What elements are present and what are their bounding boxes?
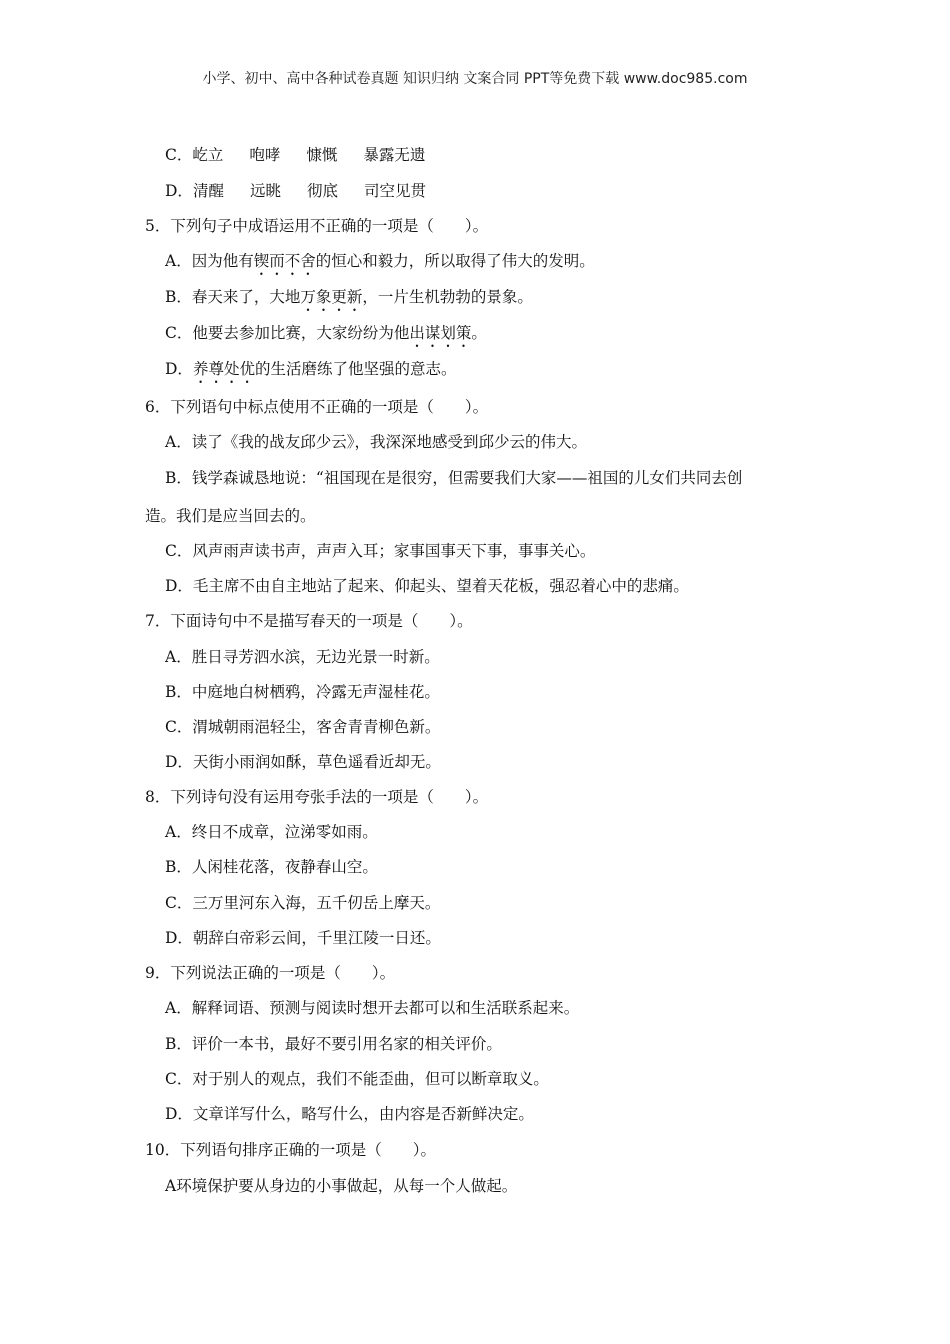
q8-stem: 8．下列诗句没有运用夸张手法的一项是（ ）。 bbox=[145, 788, 489, 806]
q6-option-b-continued: 造。我们是应当回去的。 bbox=[145, 507, 316, 525]
emphasized-idiom: 锲而不舍 bbox=[253, 252, 316, 270]
q9-option-b[interactable]: B．评价一本书，最好不要引用名家的相关评价。 bbox=[165, 1035, 502, 1053]
q5-option-d[interactable] bbox=[165, 359, 456, 387]
q4-option-d[interactable] bbox=[165, 181, 452, 201]
q10-stem: 10．下列语句排序正确的一项是（ ）。 bbox=[145, 1141, 436, 1159]
q9-option-d[interactable]: D．文章详写什么，略写什么，由内容是否新鲜决定。 bbox=[165, 1105, 534, 1123]
word: 暴露无遗 bbox=[363, 146, 426, 164]
word: 司空见贯 bbox=[363, 182, 426, 200]
q8-option-d[interactable]: D．朝辞白帝彩云间，千里江陵一日还。 bbox=[165, 929, 441, 947]
option-text: 的生活磨练了他坚强的意志。 bbox=[254, 360, 457, 378]
q7-option-b[interactable]: B．中庭地白树栖鸦，冷露无声湿桂花。 bbox=[165, 683, 440, 701]
q8-option-c[interactable]: C．三万里河东入海，五千仞岳上摩天。 bbox=[165, 894, 441, 912]
emphasized-idiom: 出谋划策 bbox=[409, 324, 472, 342]
option-text: C．他要去参加比赛，大家纷纷为他 bbox=[165, 324, 410, 342]
option-label: D． bbox=[165, 182, 193, 200]
q6-option-b[interactable]: B．钱学森诚恳地说：“祖国现在是很穷，但需要我们大家——祖国的儿女们共同去创 bbox=[165, 469, 743, 487]
q10-sentence-a: A环境保护要从身边的小事做起，从每一个人做起。 bbox=[165, 1177, 518, 1195]
q5-option-b[interactable] bbox=[165, 287, 533, 315]
q9-stem: 9．下列说法正确的一项是（ ）。 bbox=[145, 964, 396, 982]
q9-option-c[interactable]: C．对于别人的观点，我们不能歪曲，但可以断章取义。 bbox=[165, 1070, 549, 1088]
word: 咆哮 bbox=[249, 146, 281, 164]
word: 彻底 bbox=[306, 182, 338, 200]
word: 慷慨 bbox=[306, 146, 338, 164]
word: 远眺 bbox=[249, 182, 281, 200]
q4-option-c[interactable] bbox=[165, 145, 451, 165]
q8-option-b[interactable]: B．人闲桂花落，夜静春山空。 bbox=[165, 858, 378, 876]
option-text: 。 bbox=[471, 324, 487, 342]
q6-option-d[interactable]: D．毛主席不由自主地站了起来、仰起头、望着天花板，强忍着心中的悲痛。 bbox=[165, 577, 689, 595]
q6-stem: 6．下列语句中标点使用不正确的一项是（ ）。 bbox=[145, 398, 489, 416]
q9-option-a[interactable]: A．解释词语、预测与阅读时想开去都可以和生活联系起来。 bbox=[165, 999, 580, 1017]
option-text: 的恒心和毅力，所以取得了伟大的发明。 bbox=[315, 252, 595, 270]
word: 清醒 bbox=[192, 182, 224, 200]
option-text: B．春天来了，大地 bbox=[165, 288, 301, 306]
q6-option-c[interactable]: C．风声雨声读书声，声声入耳；家事国事天下事，事事关心。 bbox=[165, 542, 596, 560]
q8-option-a[interactable]: A．终日不成章，泣涕零如雨。 bbox=[165, 823, 378, 841]
q6-option-a[interactable]: A．读了《我的战友邱少云》，我深深地感受到邱少云的伟大。 bbox=[165, 433, 587, 451]
option-text: D． bbox=[165, 360, 193, 378]
option-text: ，一片生机勃勃的景象。 bbox=[362, 288, 533, 306]
q7-option-a[interactable]: A．胜日寻芳泗水滨，无边光景一时新。 bbox=[165, 648, 440, 666]
q5-stem: 5．下列句子中成语运用不正确的一项是（ ）。 bbox=[145, 217, 489, 235]
q7-option-d[interactable]: D．天街小雨润如酥，草色遥看近却无。 bbox=[165, 753, 441, 771]
word: 屹立 bbox=[192, 146, 224, 164]
q5-option-c[interactable] bbox=[165, 323, 487, 351]
emphasized-idiom: 万象更新 bbox=[300, 288, 363, 306]
option-label: C． bbox=[165, 146, 193, 164]
page-header-watermark: 小学、初中、高中各种试卷真题 知识归纳 文案合同 PPT等免费下载 www.doc985.com bbox=[202, 71, 748, 87]
q7-option-c[interactable]: C．渭城朝雨浥轻尘，客舍青青柳色新。 bbox=[165, 718, 441, 736]
option-text: A．因为他有 bbox=[165, 252, 254, 270]
emphasized-idiom: 养尊处优 bbox=[192, 360, 255, 378]
q7-stem: 7．下面诗句中不是描写春天的一项是（ ）。 bbox=[145, 612, 473, 630]
q5-option-a[interactable] bbox=[165, 251, 595, 279]
